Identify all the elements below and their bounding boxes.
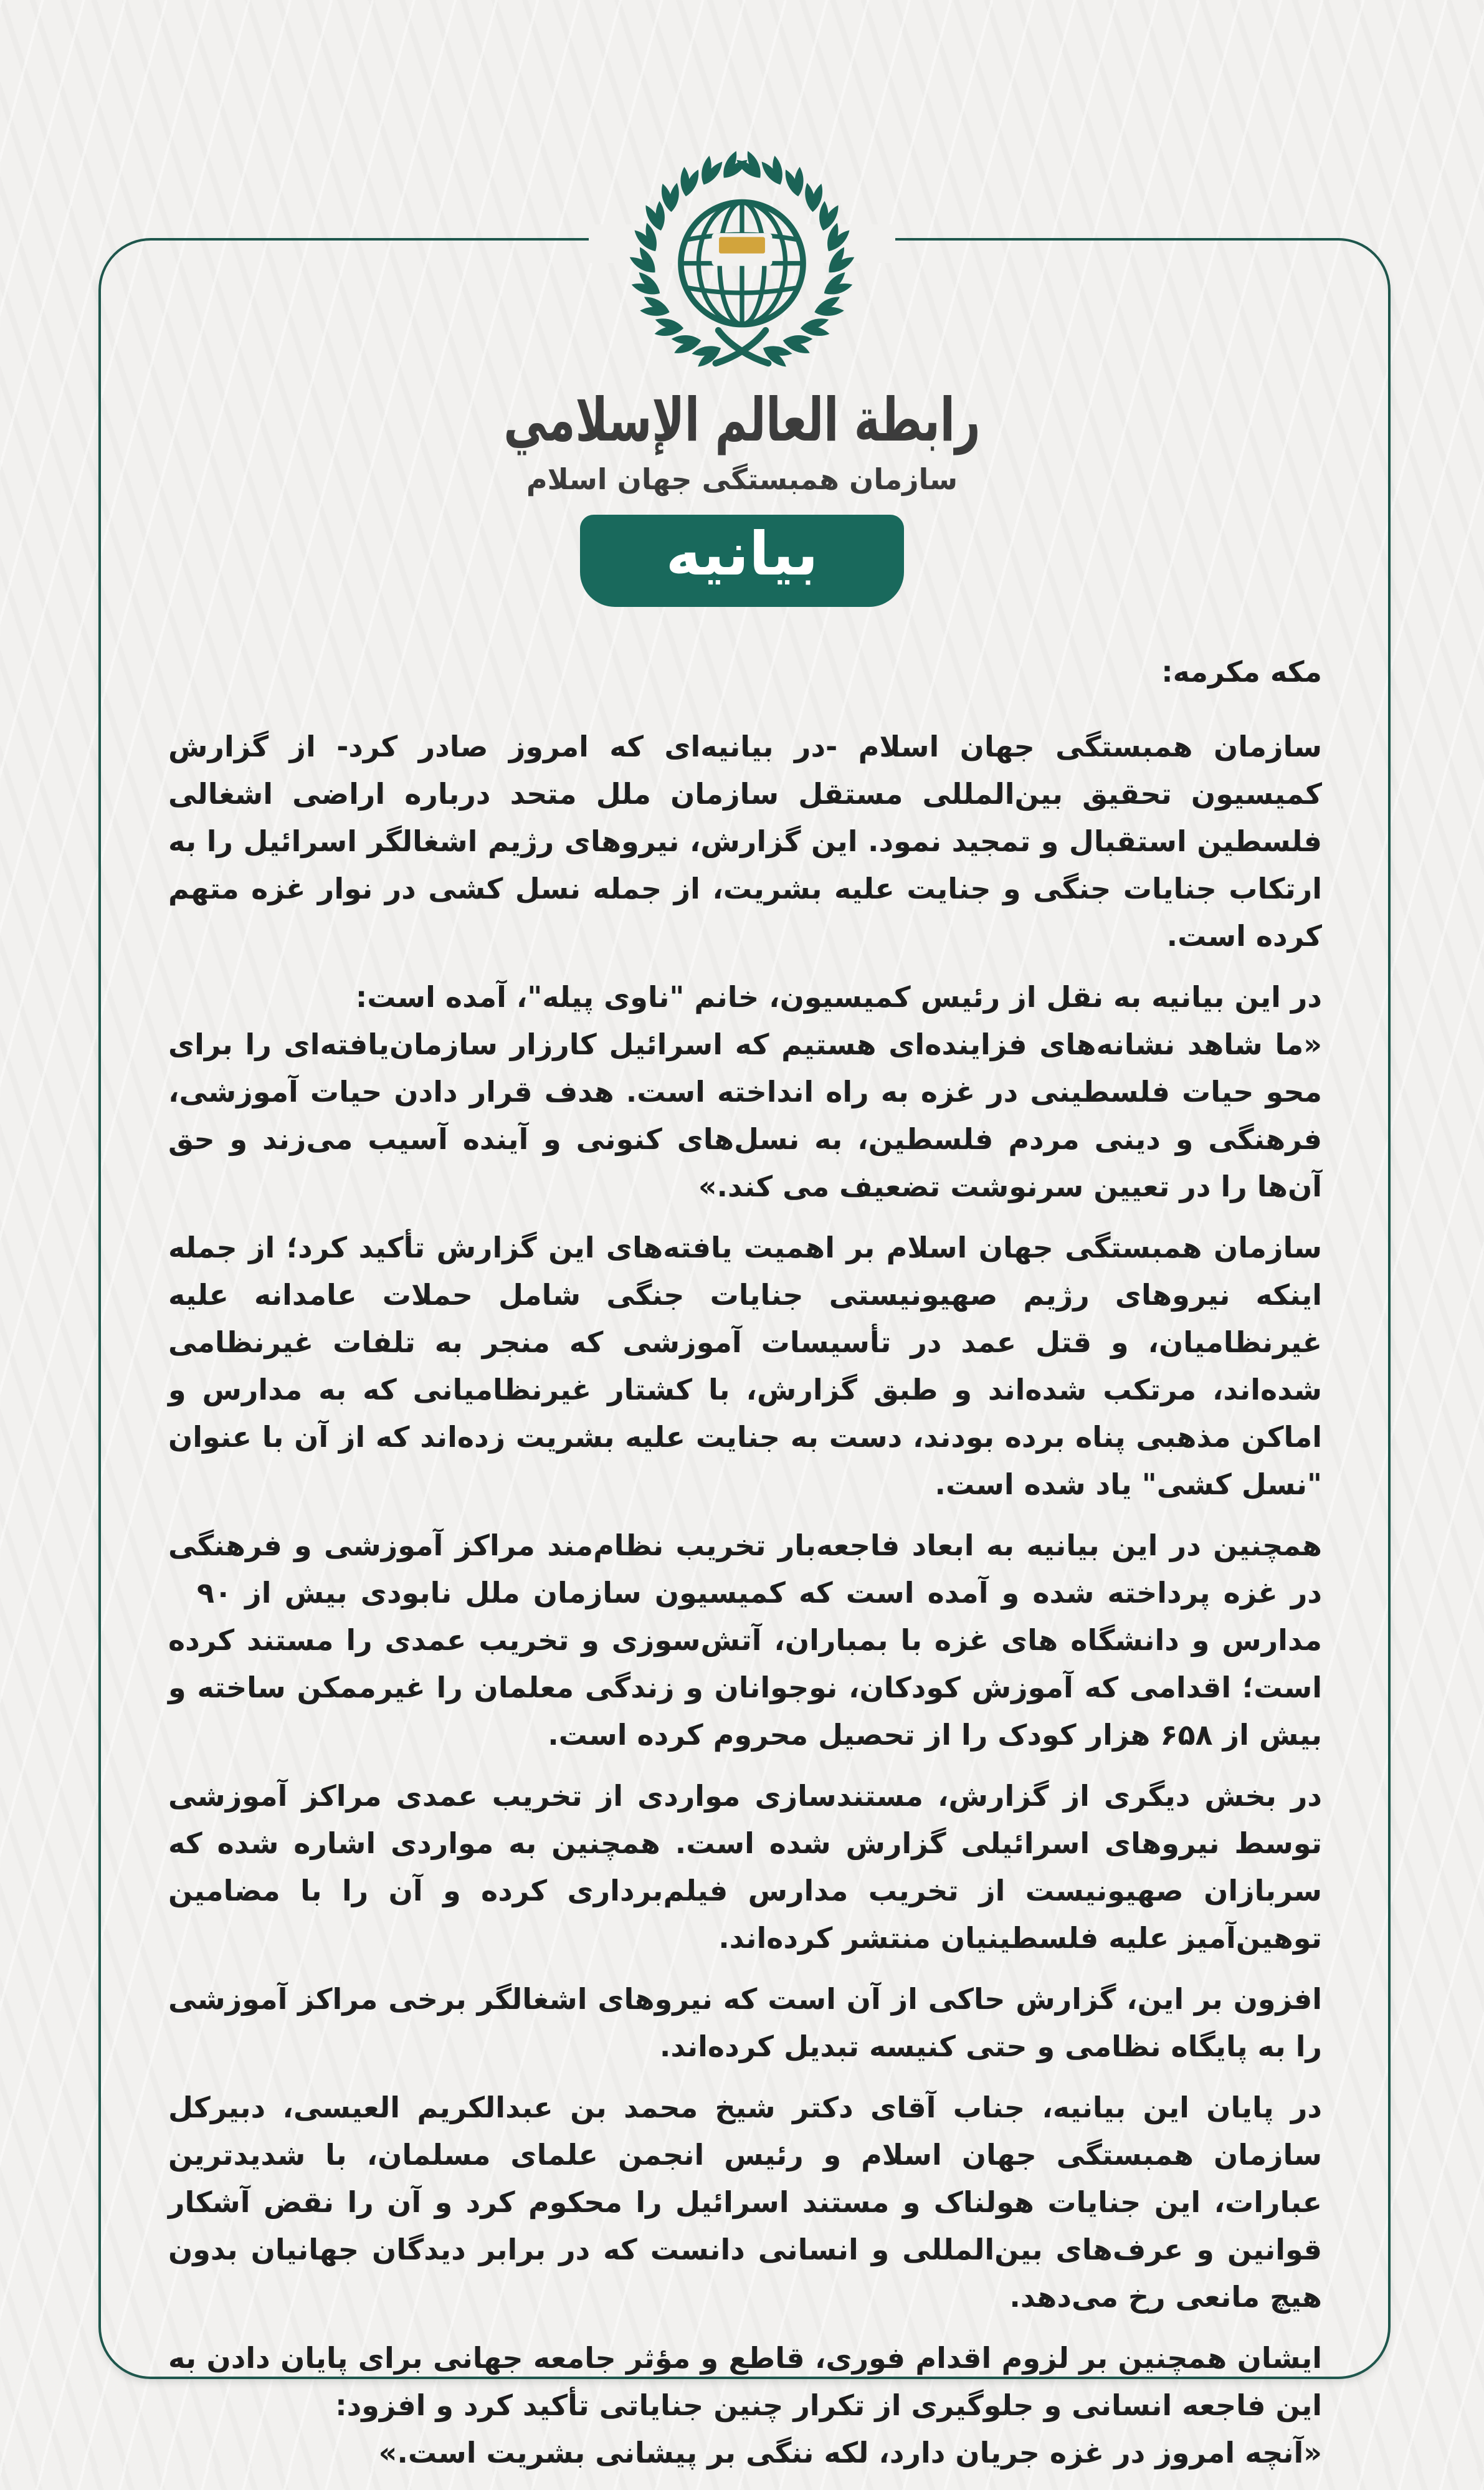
paragraph-8-intro: ایشان همچنین بر لزوم اقدام فوری، قاطع و مؤثر جامعه جهانی برای پایان دادن به این فاجعه انسانی و جلوگیری از تکرار چنین جنایاتی تأکید کرد و افزود: xyxy=(168,2341,1322,2422)
salutation: مکه مکرمه: xyxy=(1161,655,1322,689)
laurel-wreath-globe-icon xyxy=(624,148,860,388)
statement-banner xyxy=(580,515,904,607)
paragraph-2-quote: «ما شاهد نشانه‌های فزاینده‌ای هستیم که اسرائیل کارزار سازمان‌یافته‌ای را برای محو حیات فلسطینی در غزه به راه انداخته است. هدف قرار دادن حیات آموزشی، فرهنگی و دینی مردم فلسطین، به نسل‌های کنونی و آینده آسیب می‌زند و حق آن‌ها را در تعیین سرنوشت تضعیف می کند.» xyxy=(168,1028,1322,1203)
arabic-calligraphy-title: رابطة العالم الإسلامي xyxy=(503,385,981,456)
paragraph-2-intro: در این بیانیه به نقل از رئیس کمیسیون، خانم "ناوی پیله"، آمده است: xyxy=(355,980,1322,1014)
paragraph-5: در بخش دیگری از گزارش، مستندسازی مواردی از تخریب عمدی مراکز آموزشی توسط نیروهای اسرائیلی گزارش شده است. همچنین به مواردی اشاره شده که سربازان صهیونیست از تخریب مدارس فیلم‌برداری کرده و آن را با مضامین توهین‌آمیز علیه فلسطینیان منتشر کرده‌اند. xyxy=(168,1779,1322,1955)
org-name-persian: سازمان همبستگی جهان اسلام xyxy=(526,462,958,496)
statement-banner-label: بیانیه xyxy=(665,519,819,589)
paragraph-3: سازمان همبستگی جهان اسلام بر اهمیت یافته‌های این گزارش تأکید کرد؛ از جمله اینکه نیروهای رژیم صهیونیستی جنایات جنگی شامل حملات عامدانه علیه غیرنظامیان، و قتل عمد در تأسیسات آموزشی که منجر به تلفات غیرنظامی شده‌اند، مرتکب شده‌اند و طبق گزارش، با کشتار غیرنظامیانی که به مدارس و اماکن مذهبی پناه برده بودند، دست به جنایت علیه بشریت زده‌اند که از آن با عنوان "نسل کشی" یاد شده است. xyxy=(168,1231,1322,1501)
mwl-logo xyxy=(624,148,860,388)
paragraph-6: افزون بر این، گزارش حاکی از آن است که نیروهای اشغالگر برخی مراکز آموزشی را به پایگاه نظامی و حتی کنیسه تبدیل کرده‌اند. xyxy=(168,1982,1322,2063)
paragraph-8-quote: «آنچه امروز در غزه جریان دارد، لکه ننگی بر پیشانی بشریت است.» xyxy=(378,2436,1322,2469)
paragraph-1: سازمان همبستگی جهان اسلام -در بیانیه‌ای که امروز صادر کرد- از گزارش کمیسیون تحقیق بین‌المللی مستقل سازمان ملل متحد درباره اراضی اشغالی فلسطین استقبال و تمجید نمود. این گزارش، نیروهای رژیم اشغالگر اسرائیل را به ارتکاب جنایات جنگی و جنایت علیه بشریت، از جمله نسل کشی در نوار غزه متهم کرده است. xyxy=(168,730,1322,953)
statement-body xyxy=(168,648,1322,2490)
paragraph-7: در پایان این بیانیه، جناب آقای دکتر شیخ محمد بن عبدالکریم العیسی، دبیرکل سازمان همبستگی جهان اسلام و رئیس انجمن علمای مسلمان، با شدیدترین عبارات، این جنایات هولناک و مستند اسرائیل را محکوم کرد و آن را نقض آشکار قوانین و عرف‌های بین‌المللی و انسانی دانست که در برابر دیدگان جهانیان بدون هیچ مانعی رخ می‌دهد. xyxy=(168,2091,1322,2314)
paragraph-4: همچنین در این بیانیه به ابعاد فاجعه‌بار تخریب نظام‌مند مراکز آموزشی و فرهنگی در غزه پرداخته شده و آمده است که کمیسیون سازمان ملل نابودی بیش از ۹۰ مدارس و دانشگاه های غزه با بمباران، آتش‌سوزی و تخریب عمدی را مستند کرده است؛ اقدامی که آموزش کودکان، نوجوانان و زندگی معلمان را غیرممکن ساخته و بیش از ۶۵۸ هزار کودک را از تحصیل محروم کرده است. xyxy=(168,1529,1322,1752)
kaaba-band-icon xyxy=(711,233,772,266)
